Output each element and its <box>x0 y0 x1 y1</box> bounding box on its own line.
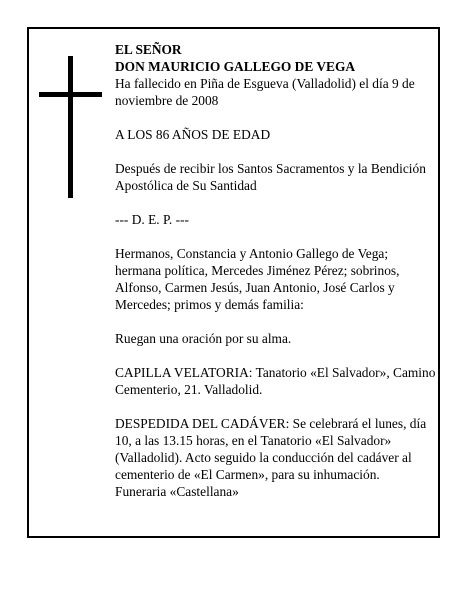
deceased-name: DON MAURICIO GALLEGO DE VEGA <box>115 59 356 74</box>
rip-line: --- D. E. P. --- <box>115 212 190 227</box>
age-line: A LOS 86 AÑOS DE EDAD <box>115 127 271 142</box>
obituary-text <box>115 41 437 500</box>
family-paragraph: Hermanos, Constancia y Antonio Gallego de Vega; hermana política, Mercedes Jiménez Pérez; sobrinos, Alfonso, Carmen Jesús, Juan Antonio, José Carlos y Mercedes; primos y demás familia: <box>115 246 400 312</box>
prayer-request: Ruegan una oración por su alma. <box>115 331 292 346</box>
chapel-label: CAPILLA VELATORIA: <box>115 365 253 380</box>
obituary-card <box>27 27 440 538</box>
farewell-details: Se celebrará el lunes, día 10, a las 13.15 horas, en el Tanatorio «El Salvador» (Valladolid). Acto seguido la conducción del cadáver al cementerio de «El Carmen», para su inhumación. <box>115 416 427 482</box>
chapel-details: Tanatorio «El Salvador», Camino Cementerio, 21. Valladolid. <box>115 365 436 397</box>
cross-icon-vertical-bar <box>68 56 73 198</box>
farewell-label: DESPEDIDA DEL CADÁVER: <box>115 416 290 431</box>
cross-icon-horizontal-bar <box>39 92 102 97</box>
death-statement: Ha fallecido en Piña de Esgueva (Valladolid) el día 9 de noviembre de 2008 <box>115 76 415 108</box>
sacraments-line: Después de recibir los Santos Sacramentos y la Bendición Apostólica de Su Santidad <box>115 161 426 193</box>
funeral-home: Funeraria «Castellana» <box>115 484 239 499</box>
farewell-paragraph <box>115 415 437 483</box>
title-line-1: EL SEÑOR <box>115 42 182 57</box>
chapel-paragraph <box>115 364 437 398</box>
